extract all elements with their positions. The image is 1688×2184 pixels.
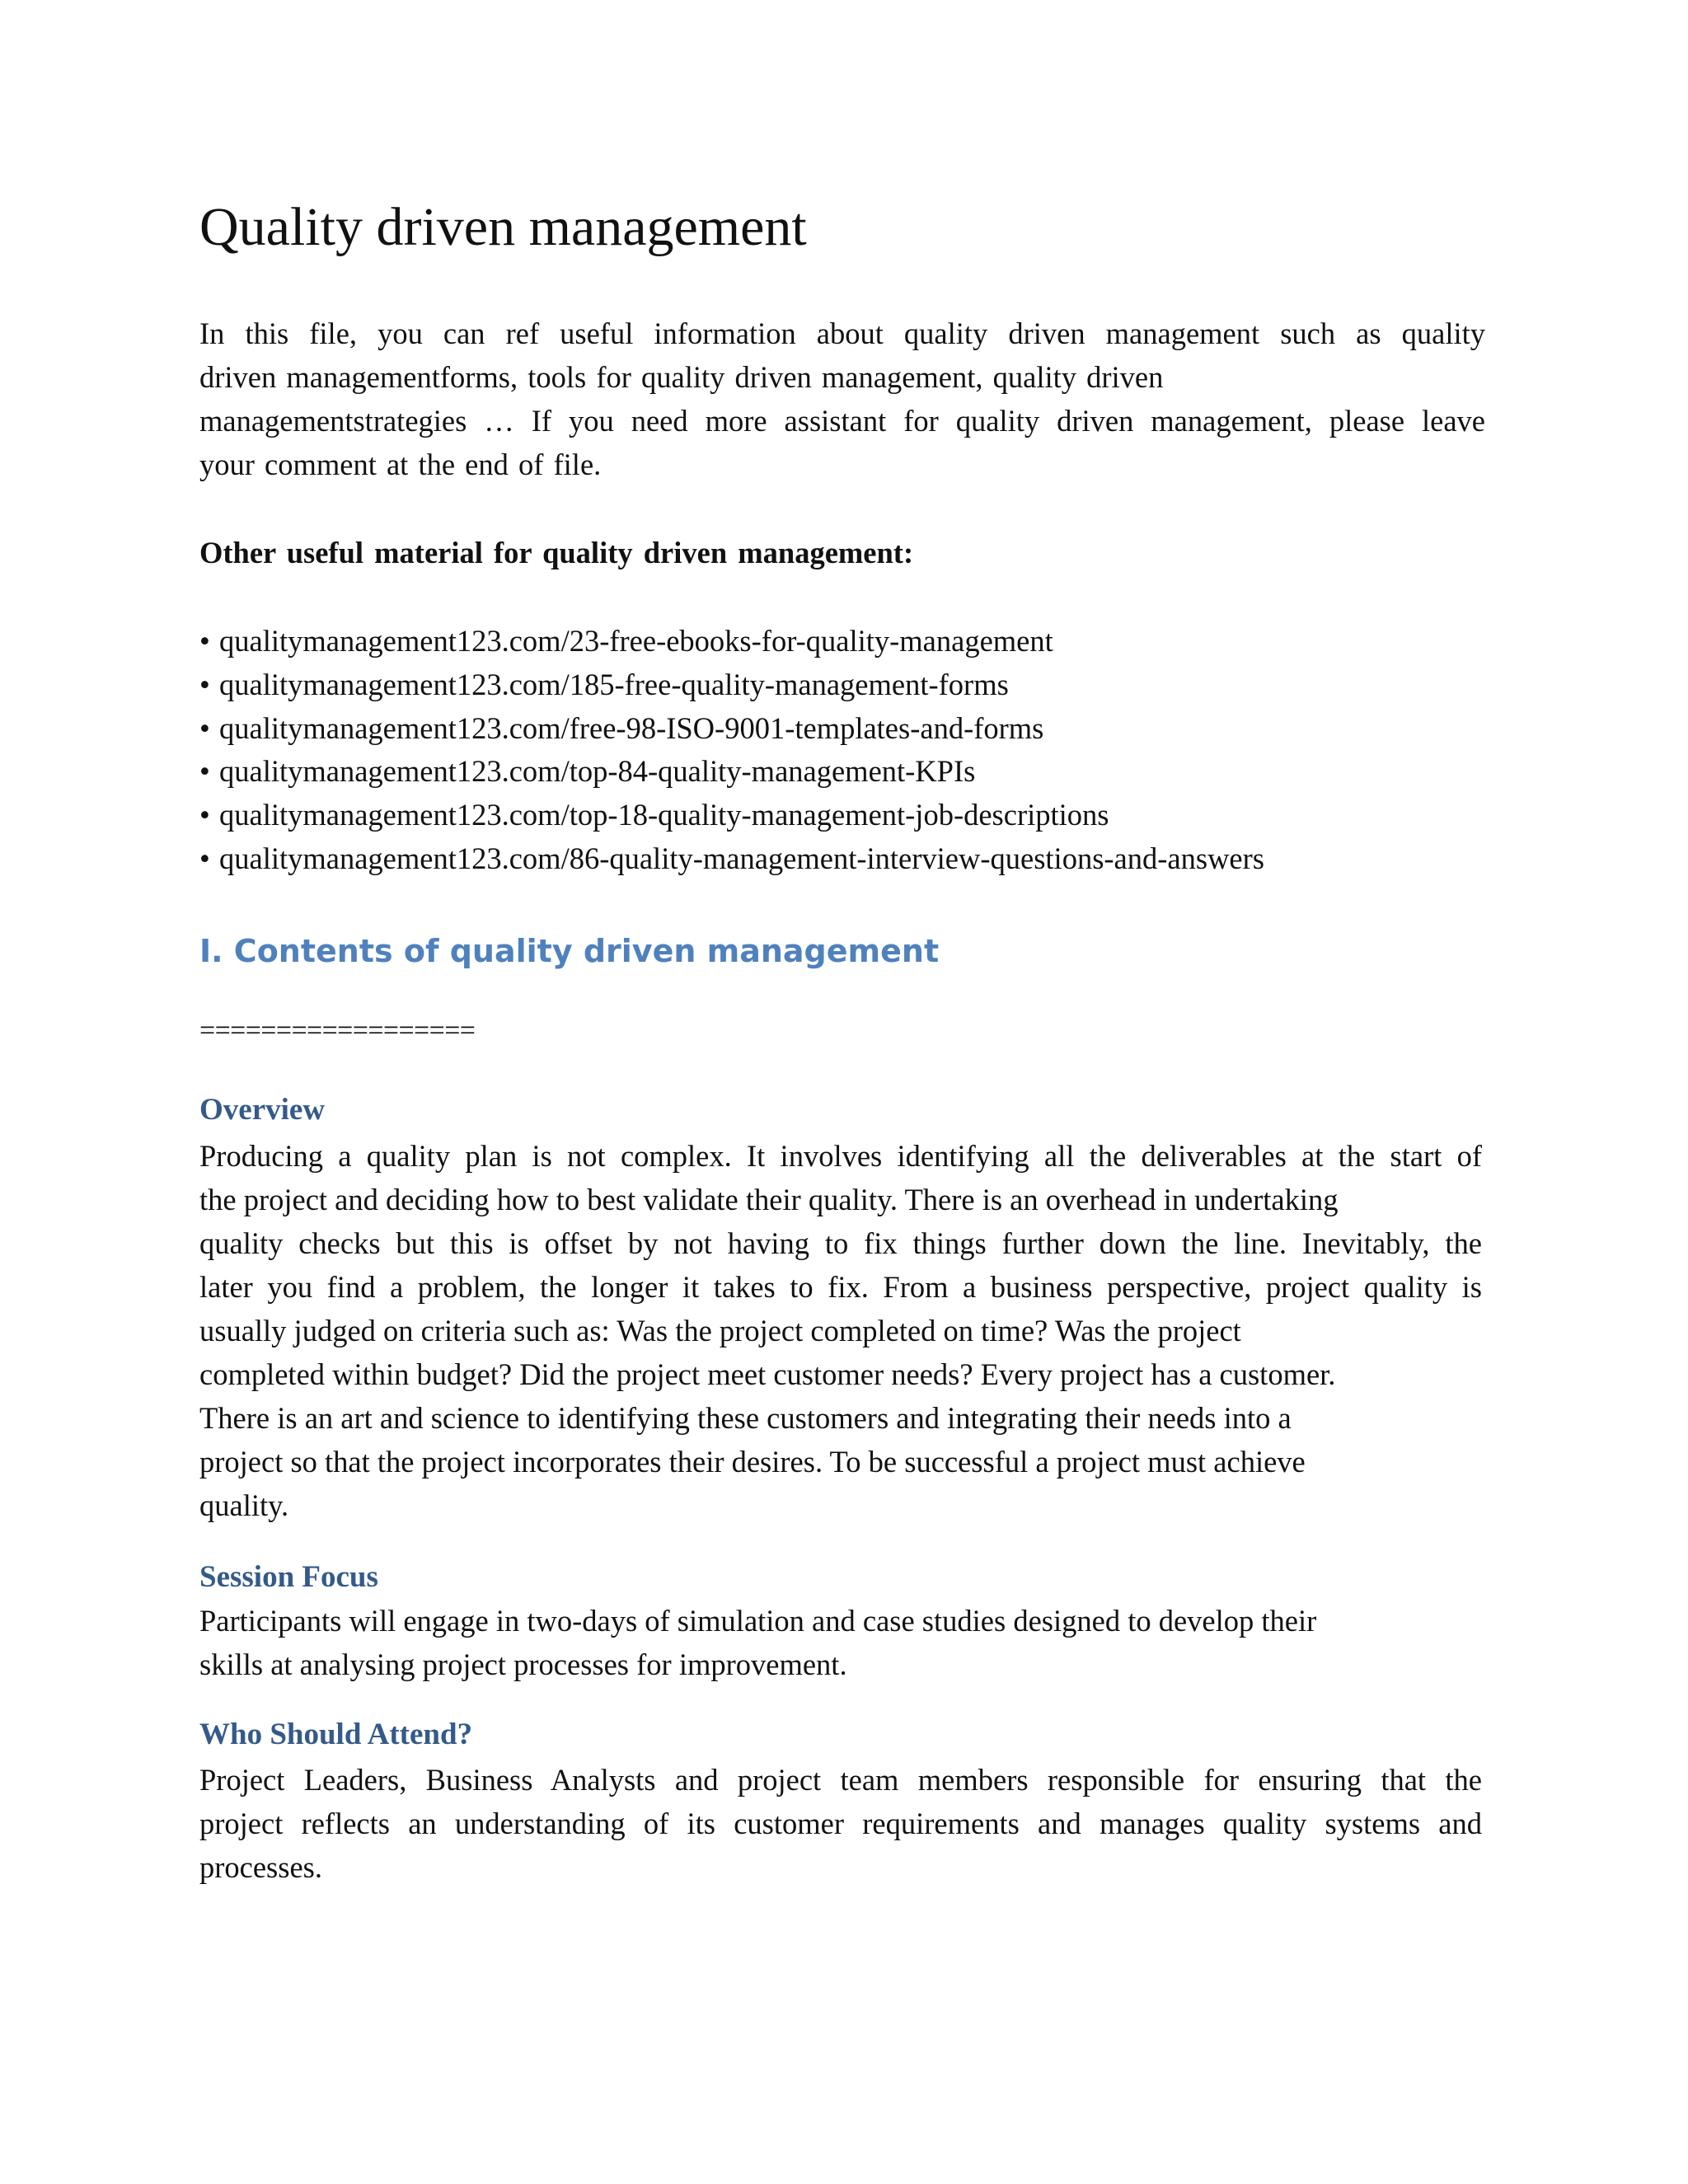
paragraph-line: project so that the project incorporates their desires. To be successful a project must achieve	[199, 1445, 1306, 1479]
intro-line: your comment at the end of file.	[199, 448, 602, 481]
section-heading: I. Contents of quality driven management	[199, 933, 940, 969]
paragraph-line: skills at analysing project processes for improvement.	[199, 1647, 847, 1681]
bullet-icon: •	[199, 754, 210, 789]
overview-heading: Overview	[199, 1093, 326, 1127]
resource-link-list	[199, 620, 1264, 881]
list-item[interactable]	[199, 620, 1264, 663]
resource-link[interactable]: qualitymanagement123.com/top-18-quality-management-job-descriptions	[219, 798, 1109, 832]
paragraph-line: usually judged on criteria such as: Was the project completed on time? Was the project	[199, 1314, 1241, 1347]
paragraph-line: completed within budget? Did the project meet customer needs? Every project has a customer.	[199, 1357, 1336, 1391]
other-material-heading: Other useful material for quality driven management:	[199, 536, 914, 569]
list-item[interactable]	[199, 663, 1264, 707]
bullet-icon: •	[199, 798, 210, 832]
bullet-icon: •	[199, 624, 210, 658]
paragraph-line: quality checks but this is offset by not having to fix things further down the line. Inevitably, the	[199, 1226, 1482, 1260]
resource-link[interactable]: qualitymanagement123.com/free-98-ISO-9001-templates-and-forms	[219, 710, 1044, 745]
resource-link[interactable]: qualitymanagement123.com/185-free-quality-management-forms	[219, 667, 1009, 701]
paragraph-line: the project and deciding how to best validate their quality. There is an overhead in undertaking	[199, 1183, 1339, 1216]
divider: ==================	[199, 1015, 476, 1046]
page-title: Quality driven management	[199, 197, 807, 257]
paragraph-line: quality.	[199, 1488, 289, 1522]
intro-line: driven managementforms, tools for quality driven management, quality driven	[199, 360, 1164, 394]
intro-paragraph	[199, 312, 1485, 486]
list-item[interactable]	[199, 837, 1264, 881]
session-focus-paragraph	[199, 1599, 1482, 1686]
paragraph-line: There is an art and science to identifying these customers and integrating their needs into a	[199, 1401, 1292, 1435]
intro-line: In this file, you can ref useful information about quality driven management such as quality	[199, 316, 1485, 350]
paragraph-line: Participants will engage in two-days of simulation and case studies designed to develop their	[199, 1604, 1317, 1638]
resource-link[interactable]: qualitymanagement123.com/23-free-ebooks-for-quality-management	[219, 624, 1053, 658]
paragraph-line: later you find a problem, the longer it takes to fix. From a business perspective, project quality is	[199, 1270, 1482, 1304]
resource-link[interactable]: qualitymanagement123.com/top-84-quality-management-KPIs	[219, 754, 976, 789]
list-item[interactable]	[199, 707, 1264, 751]
resource-link[interactable]: qualitymanagement123.com/86-quality-management-interview-questions-and-answers	[219, 841, 1264, 875]
paragraph-line: processes.	[199, 1850, 322, 1884]
list-item[interactable]	[199, 750, 1264, 794]
intro-line: managementstrategies … If you need more assistant for quality driven management, please leave	[199, 404, 1485, 438]
who-should-attend-heading: Who Should Attend?	[199, 1718, 473, 1751]
paragraph-line: Project Leaders, Business Analysts and project team members responsible for ensuring that the	[199, 1763, 1482, 1797]
bullet-icon: •	[199, 841, 210, 875]
paragraph-line: Producing a quality plan is not complex. It involves identifying all the deliverables at the start of	[199, 1139, 1482, 1173]
bullet-icon: •	[199, 710, 210, 745]
session-focus-heading: Session Focus	[199, 1560, 378, 1594]
list-item[interactable]	[199, 794, 1264, 837]
paragraph-line: project reflects an understanding of its customer requirements and manages quality systems and	[199, 1807, 1482, 1840]
overview-paragraph	[199, 1134, 1482, 1527]
bullet-icon: •	[199, 667, 210, 701]
who-should-attend-paragraph	[199, 1758, 1482, 1889]
